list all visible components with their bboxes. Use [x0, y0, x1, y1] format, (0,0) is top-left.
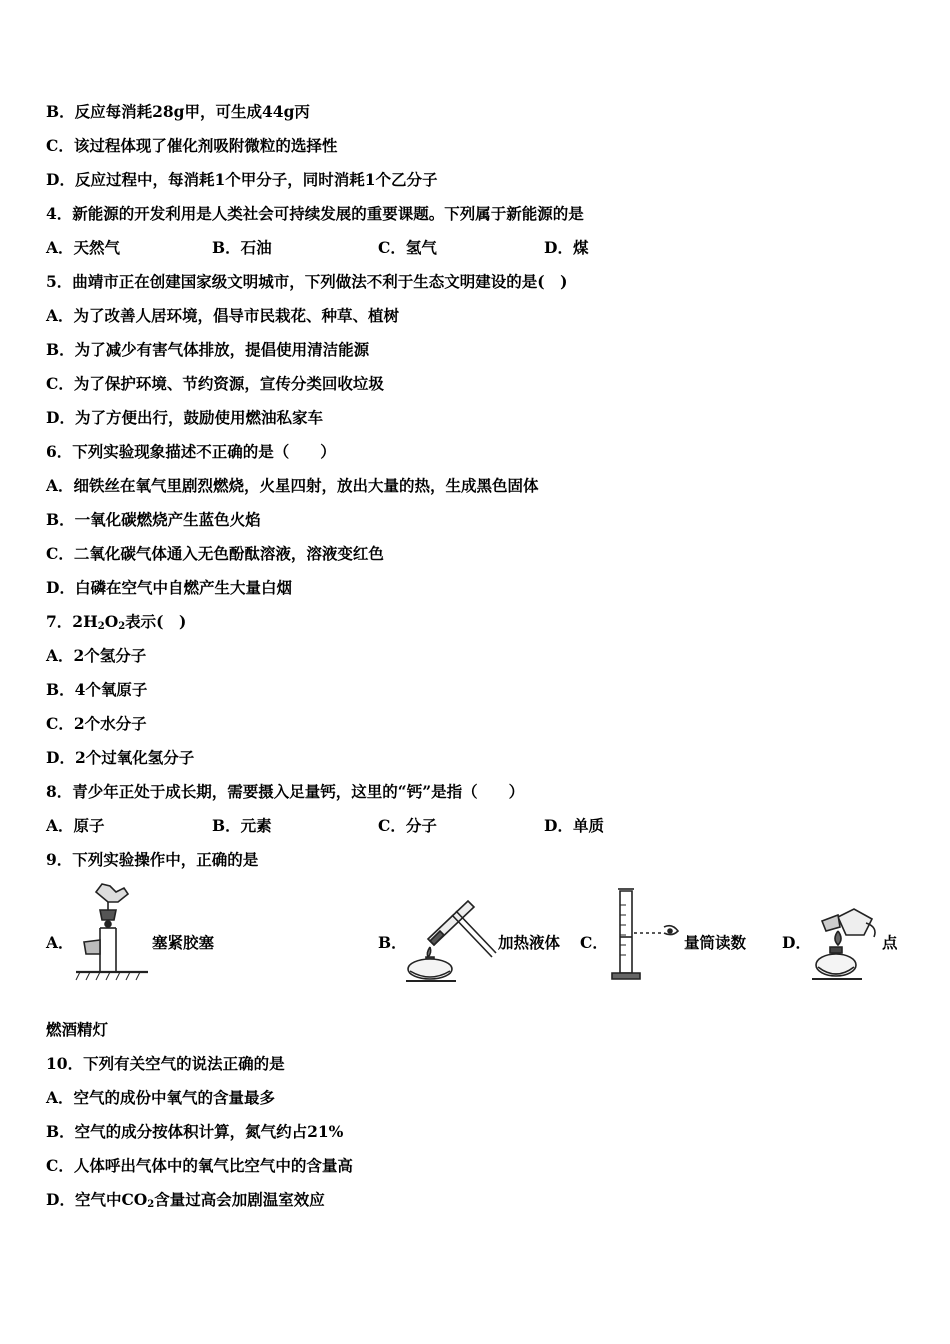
heating-liquid-figure	[400, 895, 500, 985]
q7-option-b: B．4个氧原子	[46, 680, 148, 699]
q9-option-a-text: 塞紧胶塞	[152, 933, 215, 952]
q6-option-b: B．一氧化碳燃烧产生蓝色火焰	[46, 510, 261, 529]
q10-stem: 10．下列有关空气的说法正确的是	[46, 1054, 285, 1073]
q10-option-d: D．空气中$CO_2$含量过高会加剧温室效应	[46, 1190, 325, 1210]
q6-option-a: A．细铁丝在氧气里剧烈燃烧，火星四射，放出大量的热，生成黑色固体	[46, 476, 539, 495]
q4-option-c: C．氢气	[378, 238, 437, 257]
q7-stem: 7．$2H_2O_2$表示( )	[46, 612, 187, 632]
lighting-lamp-figure	[808, 905, 884, 987]
q8-option-c: C．分子	[378, 816, 437, 835]
q8-stem: 8．青少年正处于成长期，需要摄入足量钙，这里的“钙”是指（ ）	[46, 782, 525, 801]
q7-option-d: D．2个过氧化氢分子	[46, 748, 195, 767]
graduated-cylinder-figure	[606, 885, 686, 985]
q9-option-a-letter: A．	[46, 933, 74, 952]
q9-option-d-text: 点	[882, 933, 898, 952]
q9-option-b-letter: B．	[378, 933, 407, 952]
q9-option-d-text-cont: 燃酒精灯	[46, 1020, 109, 1039]
q8-option-a: A．原子	[46, 816, 105, 835]
q10-option-a: A．空气的成份中氧气的含量最多	[46, 1088, 276, 1107]
q7-option-c: C．2个水分子	[46, 714, 147, 733]
q4-option-a: A．天然气	[46, 238, 121, 257]
q5-option-d: D．为了方便出行，鼓励使用燃油私家车	[46, 408, 323, 427]
q4-option-d: D．煤	[544, 238, 589, 257]
q9-option-b-text: 加热液体	[498, 933, 561, 952]
q6-stem: 6．下列实验现象描述不正确的是（ ）	[46, 442, 336, 461]
q6-option-c: C．二氧化碳气体通入无色酚酞溶液，溶液变红色	[46, 544, 384, 563]
q3-option-c: C．该过程体现了催化剂吸附微粒的选择性	[46, 136, 338, 155]
q7-option-a: A．2个氢分子	[46, 646, 147, 665]
q5-option-c: C．为了保护环境、节约资源，宣传分类回收垃圾	[46, 374, 384, 393]
q3-option-d: D．反应过程中，每消耗1个甲分子，同时消耗1个乙分子	[46, 170, 438, 189]
q3-option-b: B．反应每消耗28g甲，可生成44g丙	[46, 102, 310, 121]
q5-option-b: B．为了减少有害气体排放，提倡使用清洁能源	[46, 340, 370, 359]
q9-option-d-letter: D．	[782, 933, 811, 952]
q6-option-d: D．白磷在空气中自燃产生大量白烟	[46, 578, 292, 597]
q5-option-a: A．为了改善人居环境，倡导市民栽花、种草、植树	[46, 306, 400, 325]
stopper-insertion-figure	[72, 880, 152, 985]
q9-option-c-letter: C．	[580, 933, 608, 952]
q8-option-d: D．单质	[544, 816, 604, 835]
q8-option-b: B．元素	[212, 816, 272, 835]
q4-stem: 4．新能源的开发利用是人类社会可持续发展的重要课题。下列属于新能源的是	[46, 204, 584, 223]
q9-stem: 9．下列实验操作中，正确的是	[46, 850, 259, 869]
q4-option-b: B．石油	[212, 238, 272, 257]
q9-option-c-text: 量筒读数	[684, 933, 747, 952]
q10-option-c: C．人体呼出气体中的氧气比空气中的含量高	[46, 1156, 353, 1175]
q5-stem: 5．曲靖市正在创建国家级文明城市，下列做法不利于生态文明建设的是( )	[46, 272, 568, 291]
q10-option-b: B．空气的成分按体积计算，氮气约占21%	[46, 1122, 344, 1141]
